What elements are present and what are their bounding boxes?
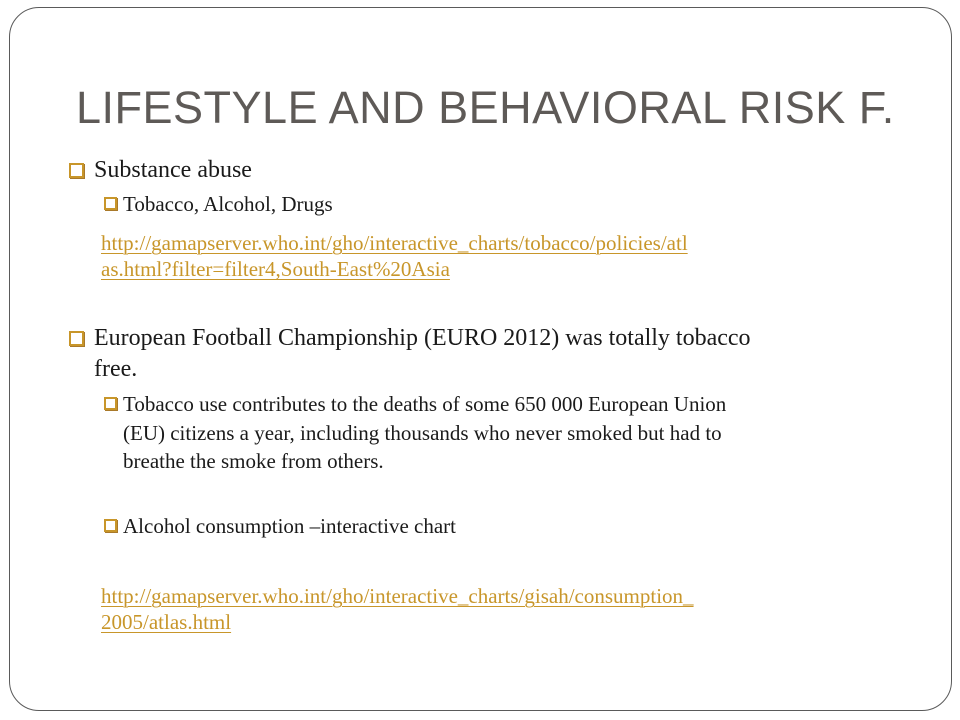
bullet-euro-2012-line2: free. [94, 356, 138, 382]
sub-bullet-substances: Tobacco, Alcohol, Drugs [123, 192, 333, 216]
sub-bullet-alcohol-consumption: Alcohol consumption –interactive chart [123, 514, 456, 538]
hollow-square-bullet-icon [104, 397, 117, 410]
hollow-square-bullet-icon [69, 331, 84, 346]
sub-bullet-tobacco-deaths-line3: breathe the smoke from others. [123, 449, 384, 473]
hollow-square-bullet-icon [69, 163, 84, 178]
sub-bullet-tobacco-deaths-line1: Tobacco use contributes to the deaths of some 650 000 European Union [123, 392, 727, 416]
sub-bullet-tobacco-deaths-line2: (EU) citizens a year, including thousands who never smoked but had to [123, 421, 722, 445]
hollow-square-bullet-icon [104, 197, 117, 210]
bullet-euro-2012-line1: European Football Championship (EURO 2012) was totally tobacco [94, 325, 751, 351]
slide-title: LIFESTYLE AND BEHAVIORAL RISK F. [76, 82, 895, 133]
who-alcohol-link-line1[interactable]: http://gamapserver.who.int/gho/interactive_charts/gisah/consumption_ [101, 584, 694, 608]
hollow-square-bullet-icon [104, 519, 117, 532]
who-tobacco-link-line1[interactable]: http://gamapserver.who.int/gho/interactive_charts/tobacco/policies/atl [101, 231, 688, 255]
who-tobacco-link-line2[interactable]: as.html?filter=filter4,South-East%20Asia [101, 257, 450, 281]
who-alcohol-link-line2[interactable]: 2005/atlas.html [101, 610, 232, 634]
bullet-substance-abuse: Substance abuse [94, 157, 252, 183]
